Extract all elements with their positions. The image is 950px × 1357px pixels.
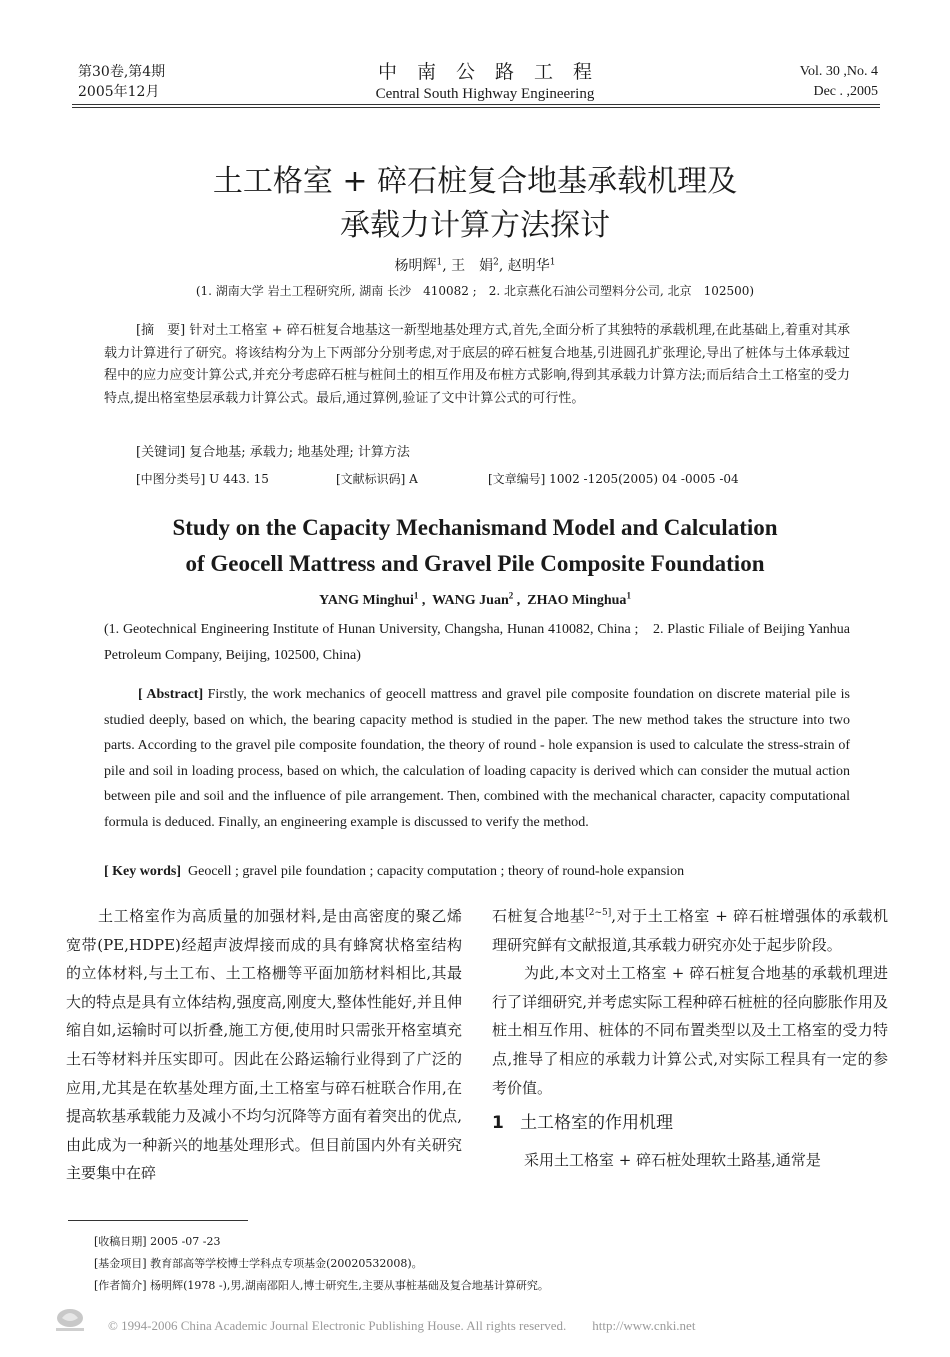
paper-title-cn bbox=[60, 160, 890, 248]
author-cn-3-affil: 1 bbox=[549, 257, 556, 268]
body-paragraph: 土工格室作为高质量的加强材料,是由高密度的聚乙烯宽带(PE,HDPE)经超声波焊接而成的具有蜂窝状格室结构的立体材料,与土工布、土工格栅等平面加筋材料相比,其最大的特点是具有立体结构,强度高,刚度大,整体性能好,并且伸缩自如,运输时可以折叠,施工方便,使用时只需张开格室填充土石等材料并压实即可。因此在公路运输行业得到了广泛的应用,尤其是在软基处理方面,土工格室与碎石桩联合作用,在提高软基承载能力及减小不均匀沉降等方面有着突出的优点,由此成为一种新兴的地基处理形式。但目前国内外有关研究主要集中在碎 bbox=[66, 907, 462, 1183]
authors-en: YANG Minghui$^1$ , WANG Juan$^2$ , ZHAO Minghua$^1$ bbox=[319, 590, 631, 608]
affiliation-cn: (1. 湖南大学 岩土工程研究所, 湖南 长沙 410082 ; 2. 北京燕化石油公司塑料分公司, 北京 102500) bbox=[195, 284, 755, 298]
footnote-author: [作者简介] 杨明辉(1978 -),男,湖南邵阳人,博士研究生,主要从事桩基础及复合地基计算研究。 bbox=[94, 1279, 549, 1292]
author-en-3-affil: 1 bbox=[626, 590, 631, 601]
date-en: Dec . ,2005 bbox=[813, 84, 878, 99]
author-cn-3: 赵明华 bbox=[507, 258, 550, 274]
cnki-logo-icon bbox=[50, 1306, 90, 1334]
document-code: [文献标识码] A bbox=[336, 472, 418, 486]
keywords-cn bbox=[136, 442, 856, 464]
journal-name-cn: 中南公路工程 bbox=[377, 61, 612, 83]
title-en-line1: Study on the Capacity Mechanismand Model and Calculation bbox=[172, 515, 778, 540]
abstract-en-label: [ Abstract] bbox=[138, 687, 204, 702]
title-cn-line2: 承载力计算方法探讨 bbox=[340, 208, 610, 243]
title-en-line2: of Geocell Mattress and Gravel Pile Composite Foundation bbox=[185, 551, 765, 576]
author-en-1: YANG Minghui bbox=[319, 593, 414, 608]
author-en-3: ZHAO Minghua bbox=[527, 593, 627, 608]
section-heading bbox=[492, 1108, 888, 1138]
affiliation-en: (1. Geotechnical Engineering Institute of Hunan University, Changsha, Hunan 410082, China ; 2. Plastic Filiale of Beijing Yanhua Petroleum Company, Beijing, 102500, China) bbox=[104, 622, 850, 663]
author-en-2-affil: 2 bbox=[508, 590, 514, 601]
section-title: 土工格室的作用机理 bbox=[520, 1113, 674, 1134]
body-text: 石桩复合地基 bbox=[492, 907, 586, 925]
abstract-cn bbox=[104, 320, 850, 410]
journal-name bbox=[300, 60, 670, 104]
footnote-received: [收稿日期] 2005 -07 -23 bbox=[94, 1235, 221, 1248]
abstract-cn-text: 针对土工格室 + 碎石桩复合地基这一新型地基处理方式,首先,全面分析了其独特的承载机理,在此基础上,着重对其承载力计算进行了研究。将该结构分为上下两部分分别考虑,对于底层的碎石桩复合地基,引进圆孔扩张理论,导出了桩体与土体承载过程中的应力应变计算公式,并充分考虑碎石桩与桩间土的相互作用及布桩方式影响,得到其承载力计算方法;而后结合土工格室的受力特点,提出格室垫层承载力计算公式。最后,通过算例,验证了文中计算公式的可行性。 bbox=[104, 323, 850, 406]
header-rule-bottom bbox=[72, 107, 880, 108]
abstract-en bbox=[104, 682, 850, 835]
body-paragraph-continued bbox=[492, 902, 888, 959]
clc-number: [中图分类号] U 443. 15 bbox=[136, 472, 269, 486]
citation-ref: [2~5] bbox=[585, 908, 612, 918]
article-number: [文章编号] 1002 -1205(2005) 04 -0005 -04 bbox=[488, 472, 739, 486]
paper-title-en bbox=[60, 510, 890, 582]
keywords-en bbox=[104, 860, 850, 884]
volume-en: Vol. 30 ,No. 4 bbox=[799, 64, 878, 79]
keywords-cn-text: 复合地基; 承载力; 地基处理; 计算方法 bbox=[189, 445, 410, 460]
copyright-watermark: © 1994-2006 China Academic Journal Electronic Publishing House. All rights reserved. http://www.cnki.net bbox=[108, 1318, 696, 1333]
author-en-1-affil: 1 bbox=[413, 590, 419, 601]
abstract-en-text: Firstly, the work mechanics of geocell mattress and gravel pile composite foundation on discrete material pile is studied deeply, based on which, the bearing capacity method is studied in the paper. The new method takes the structure into two parts. According to the gravel pile composite foundation, the theory of round - hole expansion is used to calculate the stress-strain of pile and soil in loading process, based on which, the calculation of loading capacity is derived which can consider the mutual action between pile and soil and the influence of pile arrangement. Then, combined with the mechanical character, capacity computational formula is deduced. Finally, an engineering example is discussed to verify the method. bbox=[104, 687, 851, 830]
keywords-en-text: Geocell ; gravel pile foundation ; capacity computation ; theory of round-hole expansion bbox=[188, 864, 685, 879]
abstract-cn-label: [摘 要] bbox=[136, 323, 186, 338]
body-paragraph: 采用土工格室 + 碎石桩处理软土路基,通常是 bbox=[524, 1151, 821, 1170]
keywords-en-label: [ Key words] bbox=[104, 864, 181, 879]
header-volume-issue bbox=[78, 62, 165, 102]
footnote-fund: [基金项目] 教育部高等学校博士学科点专项基金(20020532008)。 bbox=[94, 1257, 423, 1270]
keywords-cn-label: [关键词] bbox=[136, 445, 186, 460]
author-cn-1-affil: 1 bbox=[436, 257, 443, 268]
author-cn-2: 王 娟 bbox=[451, 258, 494, 274]
body-text: ,对于土工格室 + 碎石桩增强体的承载机理研究鲜有文献报道,其承载力研究亦处于起步阶段。 bbox=[492, 907, 888, 954]
date-cn: 2005年12月 bbox=[78, 84, 160, 100]
body-left-column bbox=[66, 902, 462, 1188]
header-volume-en bbox=[800, 62, 878, 102]
author-en-2: WANG Juan bbox=[432, 593, 509, 608]
title-cn-line1: 土工格室 + 碎石桩复合地基承载机理及 bbox=[212, 164, 738, 199]
footnote-rule bbox=[68, 1220, 248, 1221]
authors-cn: 杨明辉$^1$, 王 娟$^2$, 赵明华$^1$ bbox=[394, 257, 556, 274]
body-paragraph: 为此,本文对土工格室 + 碎石桩复合地基的承载机理进行了详细研究,并考虑实际工程种碎石桩桩的径向膨胀作用及桩土相互作用、桩体的不同布置类型以及土工格室的受力特点,推导了相应的承载力计算公式,对实际工程具有一定的参考价值。 bbox=[492, 964, 888, 1097]
section-number: 1 bbox=[492, 1113, 504, 1134]
body-right-column bbox=[492, 902, 888, 1175]
footnotes bbox=[94, 1231, 549, 1297]
volume-cn: 第30卷,第4期 bbox=[78, 64, 166, 80]
header-rule-top bbox=[72, 104, 880, 105]
journal-name-en: Central South Highway Engineering bbox=[375, 86, 595, 102]
author-cn-1: 杨明辉 bbox=[394, 258, 437, 274]
author-cn-2-affil: 2 bbox=[493, 257, 499, 268]
